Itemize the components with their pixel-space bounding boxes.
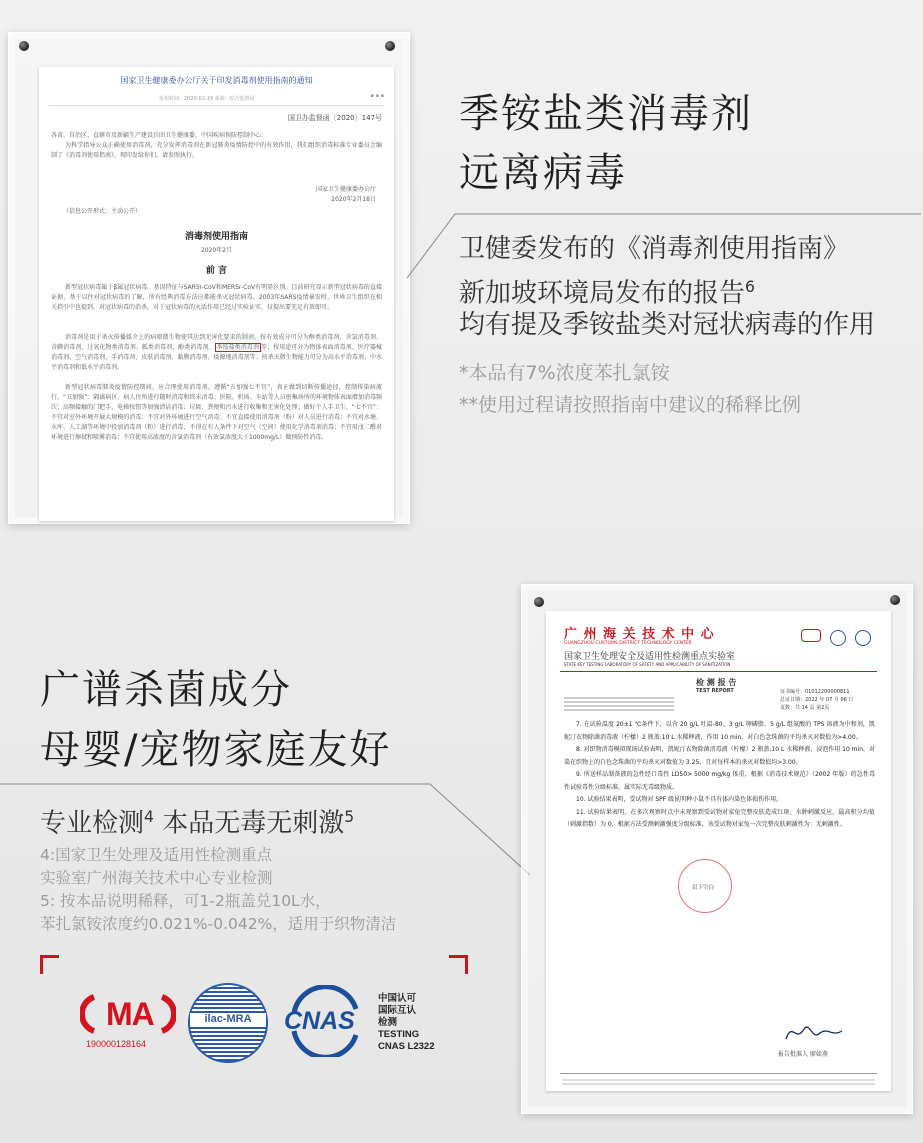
top-note2: **使用过程请按照指南中建议的稀释比例: [459, 394, 802, 416]
document-reference: 国卫办监督函〔2020〕147号: [287, 114, 382, 122]
test-report-frame: [521, 584, 913, 1114]
bottom-heading-line1: 广谱杀菌成分: [40, 667, 292, 713]
bracket-top-right: [449, 955, 468, 974]
cma-number: 190000128164: [86, 1039, 147, 1049]
notice-meta: 发布时间：2020-02-19 来源：综合监督局: [159, 96, 255, 102]
ilac-mra-logo: [188, 983, 268, 1063]
guide-date: 2020年2月: [200, 247, 233, 254]
paragraph-virus: 新型冠状病毒属于β属冠状病毒。基因特征与SARSr-CoV和MERSr-CoV有明显区别。目前研究显示新型冠状病毒的直接证据，基于以往对冠状病毒的了解，所有经典消毒方法应都能杀灭冠状病毒。2003年SARS疫情暴发时，世界卫生组织在相关指引中也提到，对冠状病毒的消杀，对于冠状病毒的灭活作用已经过实验证实，仅提出要充足有效即可。: [51, 284, 382, 311]
disclosure-note: （信息公开形式：主动公开）: [63, 208, 142, 215]
quaternary-ammonium-highlight: 季铵盐类消毒剂: [216, 344, 259, 351]
signature-date: 2020年2月18日: [331, 196, 376, 203]
bottom-heading-line2: 母婴/宠物家庭友好: [40, 727, 392, 773]
top-document-frame: [8, 32, 410, 524]
cnas-badge-icon: [855, 630, 871, 646]
approver-label: 报告批准人 廖如燕: [778, 1051, 828, 1058]
issue-date: 总证日期：2022 年 07 月 06 日: [780, 697, 854, 703]
screw-icon: [385, 41, 395, 51]
report-title-en: TEST REPORT: [696, 688, 734, 694]
cma-badge-icon: [801, 629, 821, 642]
notice-title: 国家卫生健康委办公厅关于印发消毒剂使用指南的通知: [120, 76, 313, 85]
footer-text: [562, 1077, 875, 1087]
result-9: 9. 所送样品制备液的急性经口毒性 LD50> 5000 mg/kg 体重，根据《消毒技术规范》（2002 年版）的急性毒性试验毒性分级标准，属实际无毒级物质。: [564, 771, 875, 791]
header-divider: [560, 671, 877, 672]
certificate-number: 证书编号：01012200000811: [780, 689, 850, 695]
top-body-line3: 均有提及季铵盐类对冠状病毒的作用: [459, 310, 876, 340]
ilac-badge-icon: [830, 630, 846, 646]
result-11: 11. 试验结果表明，在多次观察时点中未观察到受试物对家兔完整皮肤造成红斑、水肿刺激反应，最高积分均值（刺激指数）为 0，根据方法受测刺激强度分级标准，该受试物对家兔一次完整皮肤刺激性为：无刺激性。: [564, 808, 875, 828]
cnas-logo: [284, 985, 364, 1057]
blank-below-label: 以下空白: [692, 885, 715, 891]
cnas-text: CNAS: [284, 1007, 355, 1035]
paragraph-disinfectant-types: 消毒剂是用于杀灭传播媒介上的病原微生物使其达到无害化要求的制剂。按有效成分可分为醇类消毒剂、含氯消毒剂、含碘消毒剂、过氧化物类消毒剂、胍类消毒剂、酚类消毒剂、 季铵盐类消毒剂 等；按用途可分为物体表面消毒剂、医疗器械消毒剂、空气消毒剂、手消毒剂、皮肤消毒剂、黏膜消毒剂、疫源地消毒剂等；按杀灭微生物能力可分为高水平消毒剂、中水平消毒剂和低水平消毒剂。: [51, 334, 382, 371]
bottom-note-line4: 苯扎氯铵浓度约0.021%-0.042%，适用于织物清洁: [40, 915, 397, 933]
disinfectant-guide-document: [39, 67, 394, 521]
greeting: 各省、自治区、直辖市及新疆生产建设兵团卫生健康委，中国疾病预防控制中心：: [51, 132, 268, 139]
lab-name-cn: 国家卫生处理安全及适用性检测重点实验室: [564, 652, 736, 662]
org-name-cn: 广 州 海 关 技 术 中 心: [564, 627, 715, 642]
cma-text: MA: [106, 996, 154, 1032]
top-note1: *本品有7%浓度苯扎氯铵: [459, 362, 670, 384]
cma-logo: [80, 993, 176, 1053]
title-divider: [49, 105, 384, 106]
top-body-line2: 新加坡环境局发布的报告$^6$: [459, 278, 755, 309]
paragraph-intro: 为科学指导公众正确使用消毒剂，充分发挥消毒剂在新冠肺炎疫情防控中的有效作用，我们组织消毒标准专业委员会编制了《消毒剂使用指南》，现印发给你们，请参照执行。: [51, 142, 382, 159]
page-count: 页数：共 14 页 第2页: [780, 705, 830, 711]
screw-icon: [19, 41, 29, 51]
cnas-cert-text: 中国认可 国际互认 检测 TESTING CNAS L2322: [378, 993, 435, 1052]
report-body: [564, 719, 875, 832]
accreditation-badges: [801, 627, 871, 646]
bottom-note-line3: 5: 按本品说明稀释，可1-2瓶盖兑10L水，: [40, 892, 331, 910]
paragraph-guidelines: 新型冠状病毒肺炎疫情防控期间，应合理使用消毒剂，遵循“五加强七不宜”，真正做到切断传播途径，控制传染病流行。“五加强”：隔离病区、病人住所进行随时消毒和终末消毒；医院、机场、车站等人员密集场所的环境物体表面增加消毒频次；高频接触的门把手、电梯按钮等加强清洁消毒；垃圾、粪便和污水进行收集和无害化处理；做好个人手卫生。“七不宜”：不宜对室外环境开展大规模的消毒；不宜对外环境进行空气消毒；不宜直接使用消毒剂（粉）对人员进行消毒；不宜对水塘、水库、人工湖等环境中投加消毒剂（粉）进行消毒；不得在有人条件下对空气（空间）使用化学消毒剂消毒；不宜用戊二醛对环境进行擦拭和喷雾消毒；不宜使用高浓度的含氯消毒剂（有效氯浓度大于1000mg/L）做预防性消毒。: [51, 384, 382, 441]
preface-heading: 前 言: [205, 266, 228, 276]
screw-icon: [534, 597, 544, 607]
approver-signature: [782, 1019, 852, 1045]
bracket-top-left: [40, 955, 59, 974]
guide-title: 消毒剂使用指南: [184, 232, 248, 242]
bottom-subheading: 专业检测$^4$ 本品无毒无刺激$^5$: [40, 808, 355, 839]
logo-box: [40, 955, 468, 1085]
top-heading-line1: 季铵盐类消毒剂: [459, 91, 753, 137]
bottom-note-line2: 实验室广州海关技术中心专业检测: [40, 869, 273, 887]
report-title-cn: 检 测 报 告: [696, 678, 737, 687]
top-heading-line2: 远离病毒: [459, 150, 627, 196]
footer-divider: [560, 1073, 877, 1074]
top-body-line1: 卫健委发布的《消毒剂使用指南》: [459, 234, 850, 264]
bottom-note-line1: 4:国家卫生处理及适用性检测重点: [40, 846, 273, 864]
notice-toolbar: ▪ ▪ ▪: [370, 93, 384, 99]
org-name-en: GUANGZHOU CUSTOMS DISTRICT TECHNOLOGY CENTER: [564, 641, 692, 646]
screw-icon: [890, 595, 900, 605]
result-7: 7. 在试验温度 20±1 ℃条件下，以含 20 g/L 吐温-80、3 g/L 卵磷脂、5 g/L 组氨酸的 TPS 溶液为中和剂，凯妮汀衣物除菌消毒液（柠檬）2 瓶盖:10 L 水稀释液，作用 10 min，对白色念珠菌的平均杀灭对数值为>4.00。: [564, 721, 875, 741]
lab-name-en: STATE KEY TESTING LABORATORY OF SAFETY AND APPLICABILITY OF SANITIZATION: [564, 662, 731, 667]
signature-org: 国家卫生健康委办公厅: [315, 186, 376, 193]
result-10: 10. 试验结果表明，受试物对 SPF 级昆明种小鼠不具有体内染色体损伤作用。: [576, 796, 783, 803]
result-8: 8. 对织物消毒模拟现场试验表明，凯妮汀衣物除菌消毒液（柠檬）2 瓶盖:10 L 水稀释液，浸泡作用 10 min，对染在织物上的白色念珠菌的平均杀灭对数值为 3.25，且对每样本的杀灭对数值均>3.00。: [564, 746, 875, 766]
addr-lines: [564, 695, 674, 713]
ilac-text: ilac-MRA: [190, 1013, 266, 1025]
test-report-document: [546, 611, 891, 1091]
